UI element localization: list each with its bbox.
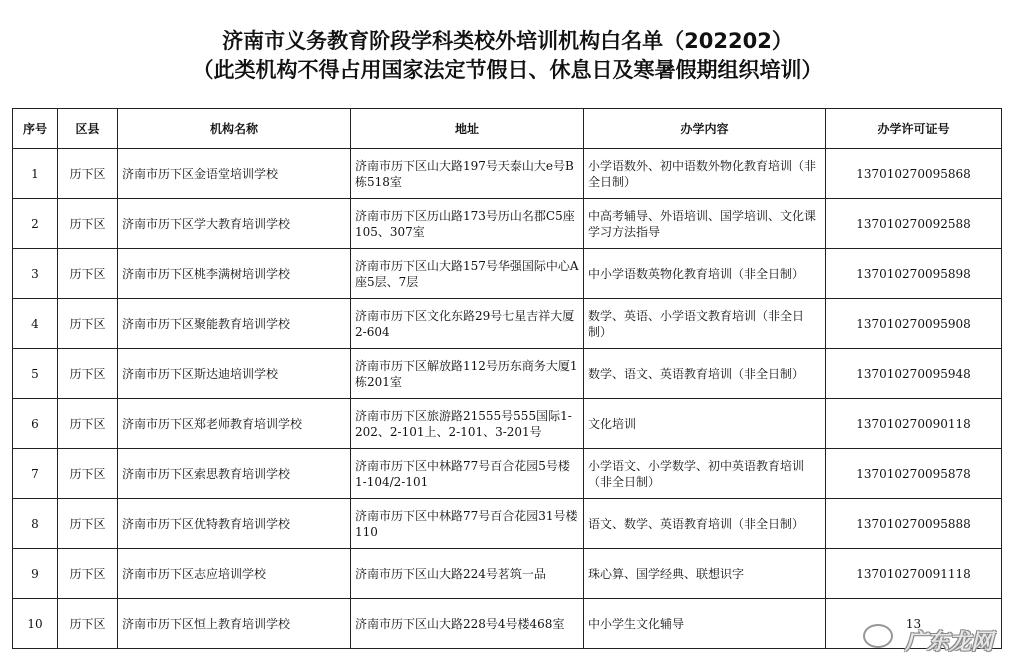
cell-content: 小学语数外、初中语数外物化教育培训（非全日制） xyxy=(584,149,826,199)
cell-license-number: 137010270095868 xyxy=(826,149,1002,199)
cell-content: 语文、数学、英语教育培训（非全日制） xyxy=(584,499,826,549)
table-row xyxy=(13,549,1002,599)
cell-district: 历下区 xyxy=(58,199,118,249)
cell-institution-name: 济南市历下区志应培训学校 xyxy=(118,549,351,599)
cell-license-number: 137010270092588 xyxy=(826,199,1002,249)
cell-content: 中小学生文化辅导 xyxy=(584,599,826,649)
cell-district: 历下区 xyxy=(58,249,118,299)
cell-index: 9 xyxy=(13,549,58,599)
cell-district: 历下区 xyxy=(58,349,118,399)
cell-content: 中小学语数英物化教育培训（非全日制） xyxy=(584,249,826,299)
cell-district: 历下区 xyxy=(58,149,118,199)
cell-content: 数学、语文、英语教育培训（非全日制） xyxy=(584,349,826,399)
cell-index: 5 xyxy=(13,349,58,399)
cell-license-number: 137010270095898 xyxy=(826,249,1002,299)
cell-address: 济南市历下区山大路228号4号楼468室 xyxy=(351,599,584,649)
cell-institution-name: 济南市历下区郑老师教育培训学校 xyxy=(118,399,351,449)
cell-institution-name: 济南市历下区学大教育培训学校 xyxy=(118,199,351,249)
cell-license-number: 137010270095888 xyxy=(826,499,1002,549)
cell-index: 3 xyxy=(13,249,58,299)
cell-content: 珠心算、国学经典、联想识字 xyxy=(584,549,826,599)
header-institution-name: 机构名称 xyxy=(118,109,351,149)
cell-index: 4 xyxy=(13,299,58,349)
cell-address: 济南市历下区山大路197号天泰山大e号B栋518室 xyxy=(351,149,584,199)
table-row xyxy=(13,349,1002,399)
cell-institution-name: 济南市历下区桃李满树培训学校 xyxy=(118,249,351,299)
cell-address: 济南市历下区中林路77号百合花园31号楼110 xyxy=(351,499,584,549)
cell-district: 历下区 xyxy=(58,449,118,499)
header-content: 办学内容 xyxy=(584,109,826,149)
cell-institution-name: 济南市历下区索思教育培训学校 xyxy=(118,449,351,499)
cell-index: 6 xyxy=(13,399,58,449)
cell-district: 历下区 xyxy=(58,399,118,449)
table-row xyxy=(13,399,1002,449)
cell-institution-name: 济南市历下区金语堂培训学校 xyxy=(118,149,351,199)
cell-index: 2 xyxy=(13,199,58,249)
cell-index: 10 xyxy=(13,599,58,649)
table-row xyxy=(13,449,1002,499)
cell-index: 8 xyxy=(13,499,58,549)
table-row xyxy=(13,299,1002,349)
cell-license-number: 13 xyxy=(826,599,1002,649)
cell-index: 7 xyxy=(13,449,58,499)
cell-content: 中高考辅导、外语培训、国学培训、文化课学习方法指导 xyxy=(584,199,826,249)
table-header-row xyxy=(13,109,1002,149)
whitelist-table xyxy=(12,108,1002,649)
table-row xyxy=(13,149,1002,199)
cell-address: 济南市历下区山大路224号茗筑一品 xyxy=(351,549,584,599)
watermark-logo-icon xyxy=(863,624,893,648)
cell-address: 济南市历下区山大路157号华强国际中心A座5层、7层 xyxy=(351,249,584,299)
header-index: 序号 xyxy=(13,109,58,149)
cell-address: 济南市历下区历山路173号历山名郡C5座105、307室 xyxy=(351,199,584,249)
table-row xyxy=(13,199,1002,249)
cell-institution-name: 济南市历下区优特教育培训学校 xyxy=(118,499,351,549)
header-license-number: 办学许可证号 xyxy=(826,109,1002,149)
header-address: 地址 xyxy=(351,109,584,149)
cell-address: 济南市历下区解放路112号历东商务大厦1栋201室 xyxy=(351,349,584,399)
cell-institution-name: 济南市历下区恒上教育培训学校 xyxy=(118,599,351,649)
cell-district: 历下区 xyxy=(58,549,118,599)
cell-address: 济南市历下区文化东路29号七星吉祥大厦2-604 xyxy=(351,299,584,349)
cell-license-number: 137010270095908 xyxy=(826,299,1002,349)
cell-district: 历下区 xyxy=(58,599,118,649)
header-district: 区县 xyxy=(58,109,118,149)
watermark-text: 广东龙网 xyxy=(904,630,993,655)
cell-institution-name: 济南市历下区聚能教育培训学校 xyxy=(118,299,351,349)
cell-content: 数学、英语、小学语文教育培训（非全日制） xyxy=(584,299,826,349)
cell-license-number: 137010270091118 xyxy=(826,549,1002,599)
watermark xyxy=(863,618,993,656)
table-row xyxy=(13,599,1002,649)
table-row xyxy=(13,249,1002,299)
document-title: 济南市义务教育阶段学科类校外培训机构白名单（202202） xyxy=(222,29,793,53)
cell-index: 1 xyxy=(13,149,58,199)
cell-content: 小学语文、小学数学、初中英语教育培训（非全日制） xyxy=(584,449,826,499)
cell-district: 历下区 xyxy=(58,499,118,549)
cell-license-number: 137010270090118 xyxy=(826,399,1002,449)
table-row xyxy=(13,499,1002,549)
cell-content: 文化培训 xyxy=(584,399,826,449)
cell-institution-name: 济南市历下区斯达迪培训学校 xyxy=(118,349,351,399)
cell-address: 济南市历下区中林路77号百合花园5号楼1-104/2-101 xyxy=(351,449,584,499)
cell-address: 济南市历下区旅游路21555号555国际1-202、2-101上、2-101、3-201号 xyxy=(351,399,584,449)
cell-license-number: 137010270095878 xyxy=(826,449,1002,499)
cell-license-number: 137010270095948 xyxy=(826,349,1002,399)
document-subtitle: （此类机构不得占用国家法定节假日、休息日及寒暑假期组织培训） xyxy=(192,58,823,82)
cell-district: 历下区 xyxy=(58,299,118,349)
